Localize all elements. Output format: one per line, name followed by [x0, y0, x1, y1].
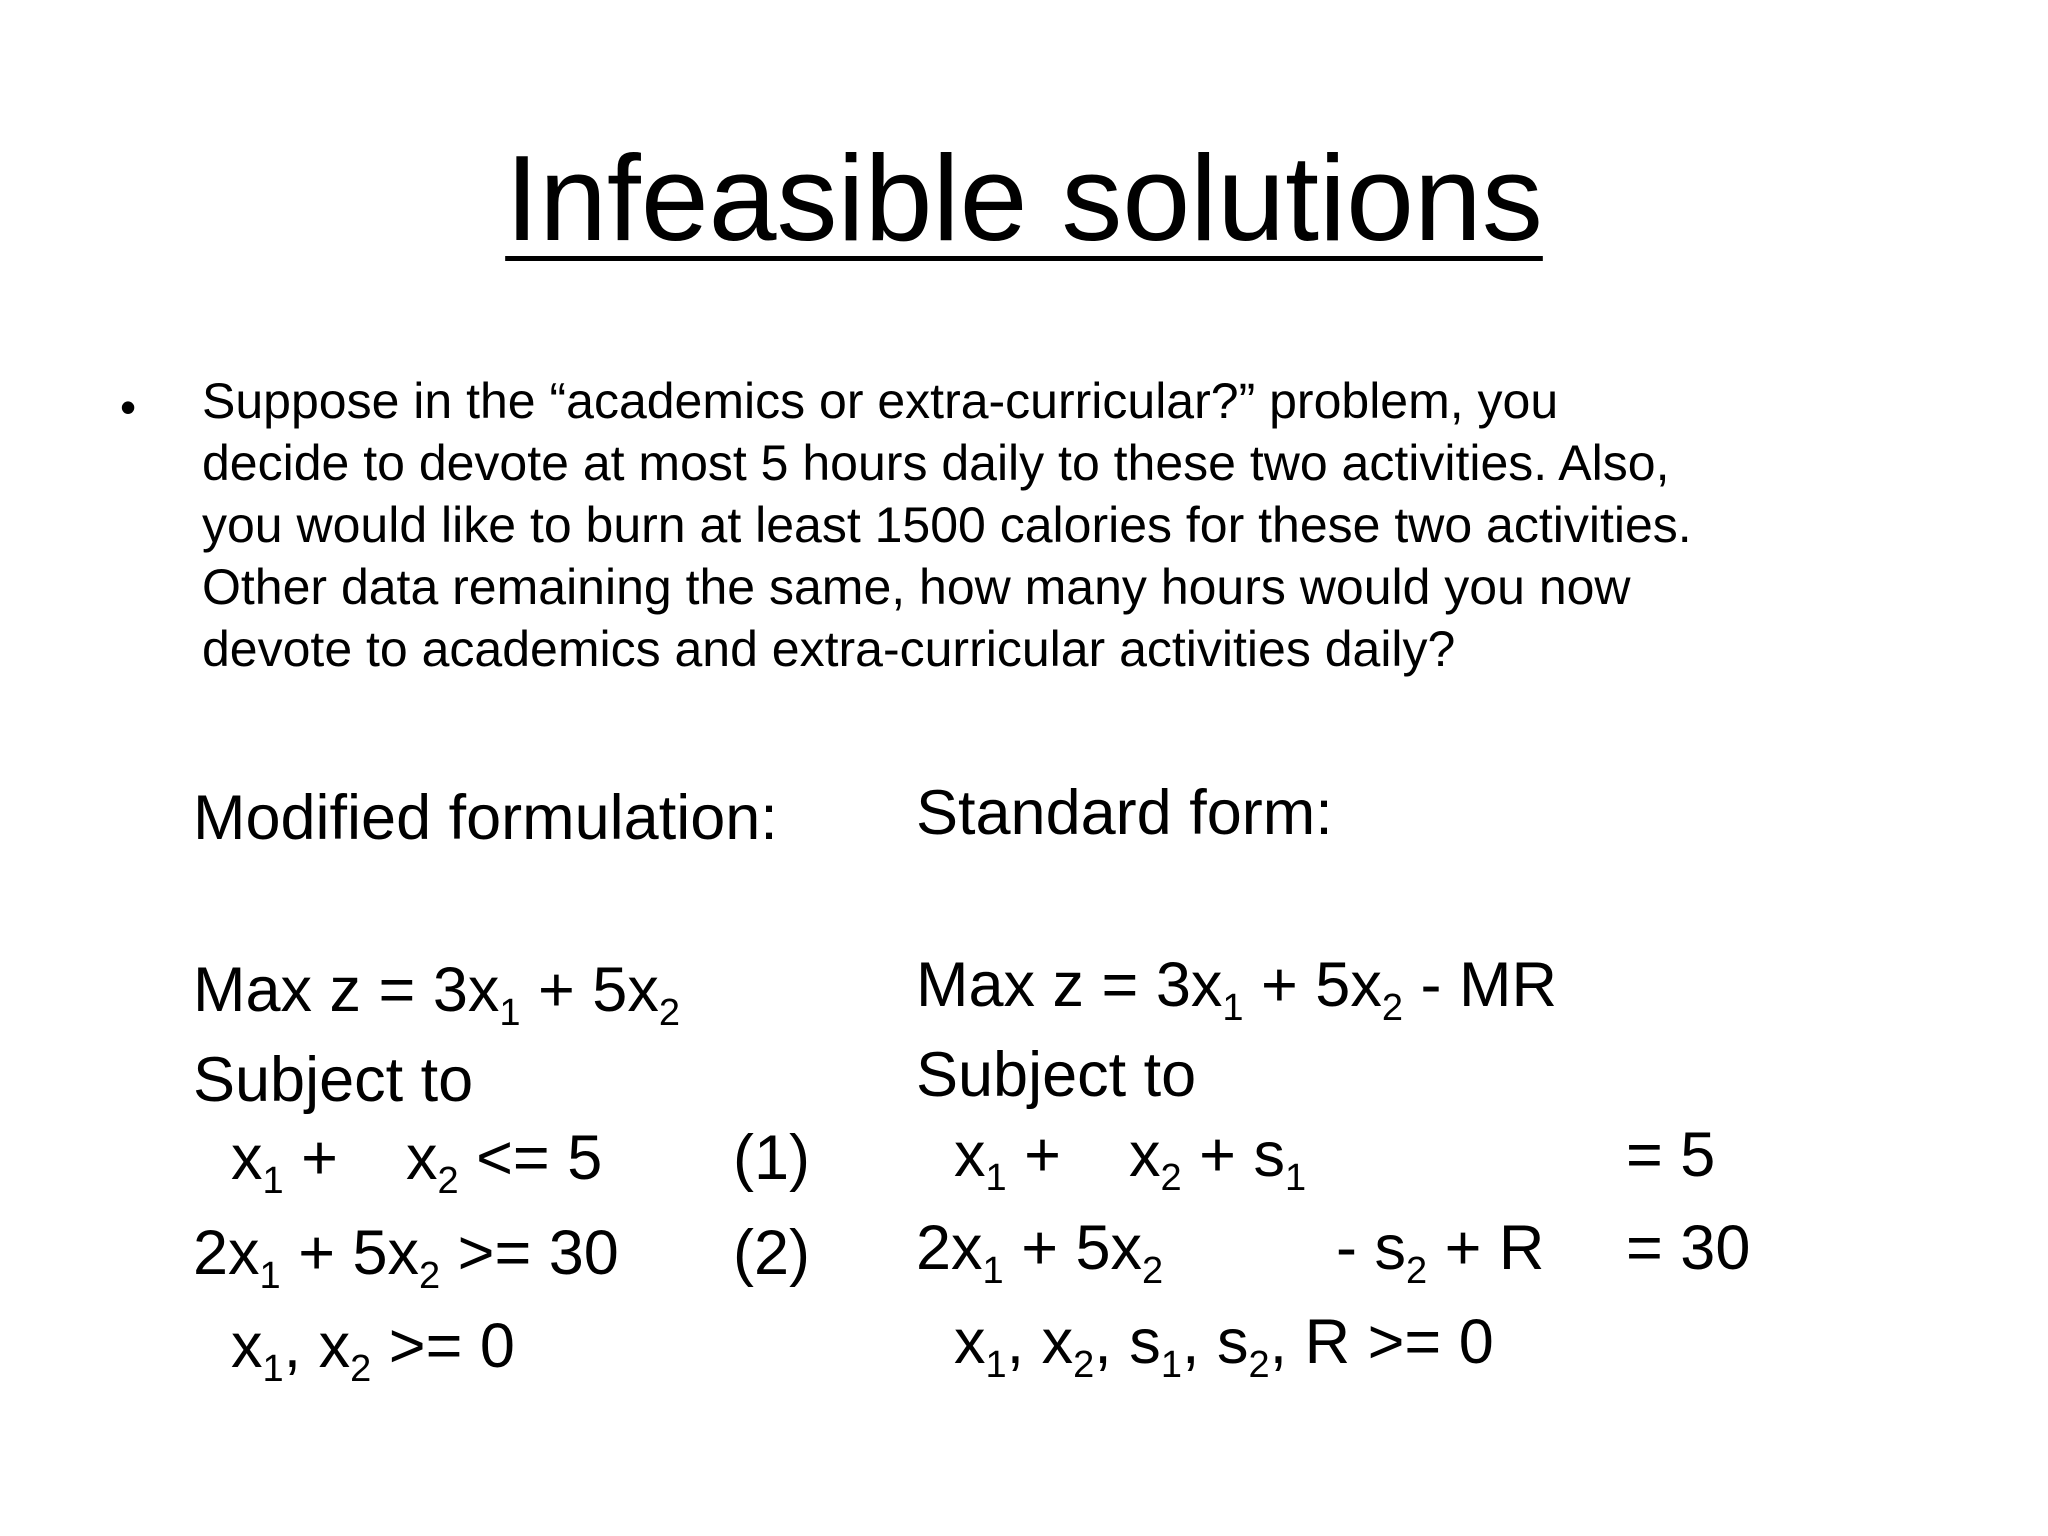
- bullet-line: devote to academics and extra-curricular activities daily?: [202, 621, 1456, 677]
- standard-constraint-2: $2x_1 + 5x_2$ - $s_2 + R$ = 30: [916, 1213, 1751, 1292]
- modified-heading: Modified formulation:: [193, 783, 778, 853]
- bullet-paragraph: [202, 370, 1962, 680]
- standard-nonnegativity: $x_1$, $x_2$, $s_1$, $s_2$, R >= 0: [954, 1307, 1494, 1386]
- standard-constraint-1: $x_1$ + $x_2 + s_1$ = 5: [954, 1120, 1716, 1199]
- bullet-line: you would like to burn at least 1500 calories for these two activities.: [202, 497, 1692, 553]
- bullet-line: decide to devote at most 5 hours daily to these two activities. Also,: [202, 435, 1670, 491]
- standard-objective: Max $z = 3x_1 + 5x_2$ - MR: [916, 950, 1557, 1029]
- constraint-label: (1): [733, 1123, 810, 1193]
- constraint-label: (2): [733, 1218, 810, 1288]
- modified-subject-to: Subject to: [193, 1045, 474, 1115]
- modified-constraint-1: $x_1$ + $x_2 <= 5$ (1): [193, 1118, 833, 1198]
- slide-title: Infeasible solutions: [505, 130, 1543, 266]
- modified-nonnegativity: $x_1$, $x_2 >= 0$: [231, 1311, 515, 1390]
- standard-subject-to: Subject to: [916, 1040, 1197, 1110]
- modified-objective: Max $z = 3x_1 + 5x_2$: [193, 955, 680, 1034]
- modified-constraint-2: $2x_1 + 5x_2 >= 30$ (2): [193, 1213, 833, 1293]
- bullet-marker: •: [120, 381, 137, 433]
- standard-heading: Standard form:: [916, 778, 1333, 848]
- bullet-line: Suppose in the “academics or extra-curricular?” problem, you: [202, 373, 1559, 429]
- bullet-line: Other data remaining the same, how many hours would you now: [202, 559, 1631, 615]
